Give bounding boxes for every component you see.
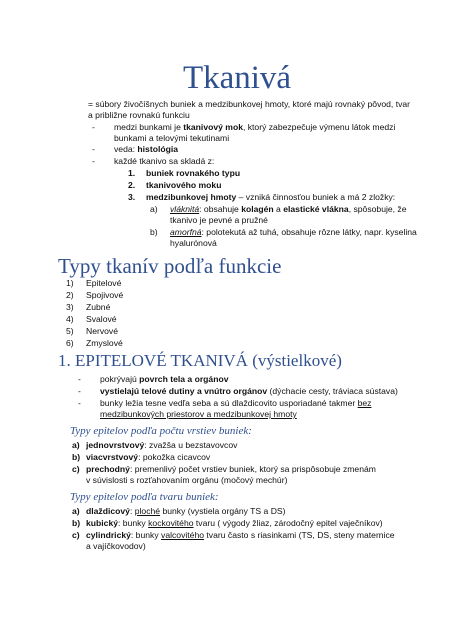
list-item: amorfná: polotekutá až tuhá, obsahuje rôzne látky, napr. kyselina	[170, 227, 417, 237]
bullet-text: pokrývajú povrch tela a orgánov	[100, 374, 229, 384]
list-item: jednovrstvový: zvažša u bezstavovcov	[86, 440, 238, 450]
list-letter: c)	[72, 530, 80, 540]
list-number: 2.	[128, 180, 136, 190]
list-letter: a)	[150, 204, 158, 214]
bullet-text: medzi bunkami je tkanivový mok, ktorý zabezpečuje výmenu látok medzi	[114, 122, 396, 132]
list-letter: b)	[72, 452, 81, 462]
bullet-text: každé tkanivo sa skladá z:	[114, 156, 215, 166]
list-number: 1.	[128, 168, 136, 178]
list-number: 1)	[66, 278, 74, 288]
list-item: v súvislosti s rozťahovaním orgánu (močový mechúr)	[86, 475, 288, 485]
intro-line: a približne rovnakú funkciu	[88, 110, 190, 120]
list-number: 4)	[66, 314, 74, 324]
list-item: hyalurónová	[170, 238, 217, 248]
section-heading: 1. EPITELOVÉ TKANIVÁ (výstielkové)	[58, 351, 342, 370]
bullet-text: veda: histológia	[114, 144, 179, 154]
bullet-dash: -	[92, 144, 95, 154]
list-item: cylindrický: bunky valcovitého tvaru často s riasinkami (TS, DS, steny maternice	[86, 530, 395, 540]
list-item: Nervové	[86, 326, 118, 336]
list-letter: c)	[72, 464, 80, 474]
bullet-dash: -	[78, 398, 81, 408]
bullet-text: bunkami a telovými tekutinami	[114, 133, 230, 143]
list-number: 5)	[66, 326, 74, 336]
subsection-heading: Typy epitelov podľa tvaru buniek:	[70, 491, 219, 503]
list-number: 6)	[66, 338, 74, 348]
list-item: a vajíčkovodov)	[86, 541, 146, 551]
list-letter: b)	[72, 518, 81, 528]
subsection-heading: Typy epitelov podľa počtu vrstiev buniek:	[70, 425, 252, 437]
list-letter: b)	[150, 227, 158, 237]
section-heading: Typy tkanív podľa funkcie	[58, 254, 282, 278]
list-item: Zmyslové	[86, 338, 123, 348]
list-item: kubický: bunky kockovitého tvaru ( výgody žliaz, zárodočný epitel vaječníkov)	[86, 518, 383, 528]
bullet-dash: -	[92, 156, 95, 166]
bullet-dash: -	[78, 386, 81, 396]
list-item: vláknitá: obsahuje kolagén a elastické vlákna, spôsobuje, že	[170, 204, 407, 214]
list-number: 2)	[66, 290, 74, 300]
bullet-dash: -	[92, 122, 95, 132]
list-item: buniek rovnakého typu	[146, 168, 241, 178]
list-number: 3.	[128, 192, 136, 202]
list-item: viacvrstvový: pokožka cicavcov	[86, 452, 211, 462]
intro-line: = súbory živočíšnych buniek a medzibunkovej hmoty, ktoré majú rovnaký pôvod, tvar	[88, 99, 411, 109]
list-item: dlaždicový: ploché bunky (vystiela orgány TS a DS)	[86, 506, 286, 516]
list-item: Epitelové	[86, 278, 122, 288]
list-item: Spojivové	[86, 290, 124, 300]
list-number: 3)	[66, 302, 74, 312]
list-item: Svalové	[86, 314, 117, 324]
list-item: tkanivového moku	[146, 180, 222, 190]
page-title: Tkanivá	[182, 60, 292, 96]
list-item: Zubné	[86, 302, 111, 312]
list-item: medzibunkovej hmoty – vzniká činnosťou buniek a má 2 zložky:	[146, 192, 396, 202]
list-letter: a)	[72, 440, 80, 450]
list-item: prechodný: premenlivý počet vrstiev buniek, ktorý sa prispôsobuje zmenám	[86, 464, 376, 474]
bullet-dash: -	[78, 374, 81, 384]
bullet-text: vystielajú telové dutiny a vnútro orgánov (dýchacie cesty, tráviaca sústava)	[100, 386, 398, 396]
bullet-text: bunky ležia tesne vedľa seba a sú dlaždicovito usporiadané takmer bez	[100, 398, 372, 408]
bullet-text: medzibunkových priestorov a medzibunkovej hmoty	[100, 409, 297, 419]
list-letter: a)	[72, 506, 80, 516]
list-item: tkanivo je pevné a pružné	[170, 215, 268, 225]
